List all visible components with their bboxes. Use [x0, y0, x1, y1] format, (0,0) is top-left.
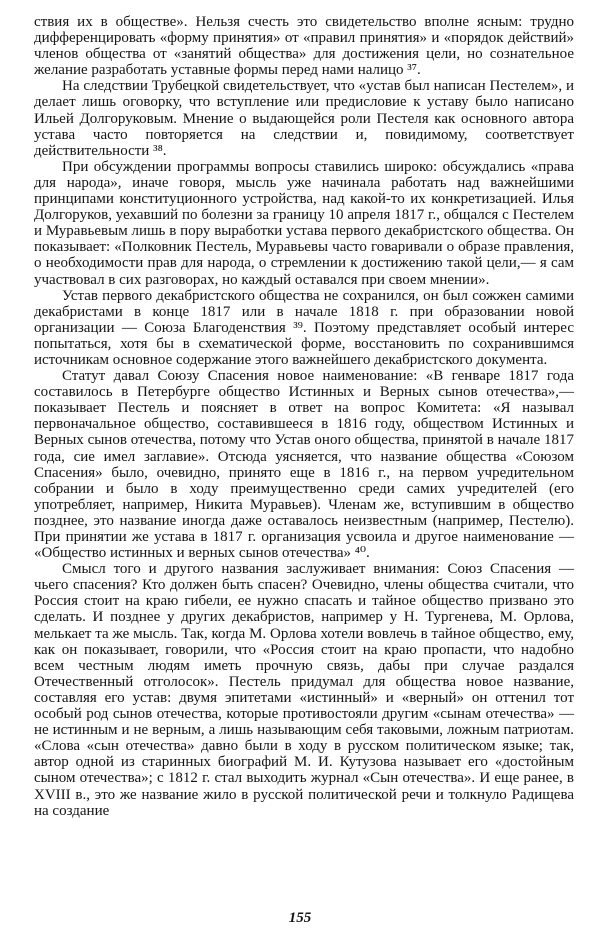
paragraph-3: При обсуждении программы вопросы ставились широко: обсуждались «права для народа», иначе говоря, мысль уже начинала работать над важнейшими принципами конституционного устройства, над какой-то их конкретизацией. Илья Долгоруков, уехавший по болезни за границу 10 апреля 1817 г., общался с Пестелем и Муравьевым лишь в пору выработки устава первого декабристского общества. Он показывает: «Полковник Пестель, Муравьевы часто говаривали о образе правления, о необходимости прав для народа, о стремлении к достижению такой цели,— я сам участвовал в сих разговорах, но каждый оставался при своем мнении». — [34, 158, 574, 288]
page-body — [34, 14, 574, 819]
page-number: 155 — [288, 910, 312, 926]
paragraph-1: ствия их в обществе». Нельзя счесть это свидетельство вполне ясным: трудно дифференцировать «форму принятия» от «правил принятия» и «порядок действий» членов общества от «занятий общества» для достижения цели, но сознательное желание разработать уставные формы перед нами налицо ³⁷. — [34, 14, 574, 79]
paragraph-2: На следствии Трубецкой свидетельствует, что «устав был написан Пестелем», и делает лишь оговорку, что вступление или предисловие к уставу было написано Ильей Долгоруковым. Мнение о выдающейся роли Пестеля как основного автора устава часто повторяется на следствии и, повидимому, соответствует действительности ³⁸. — [34, 78, 574, 159]
paragraph-6: Смысл того и другого названия заслуживает внимания: Союз Спасения — чьего спасения? Кто должен быть спасен? Очевидно, члены общества считали, что Россия стоит на краю гибели, ее нужно спасать и тайное общество призвано это сделать. И позднее у других декабристов, например у Н. Тургенева, М. Орлова, мелькает та же мысль. Так, когда М. Орлова хотели вовлечь в тайное общество, ему, как он показывает, говорили, что «Россия стоит на краю пропасти, что надобно всем честным людям иметь прочную связь, дабы при случае раздался Отечественный отголосок». Пестель придумал для общества новое название, составляя его устав: двумя эпитетами «истинный» и «верный» он оттенил тот особый род сынов отечества, которые противостояли другим «сынам отечества» — не истинным и не верным, а лишь называющим себя таковыми, ложным патриотам. «Слова «сын отечества» давно были в ходу в русском политическом языке; так, автор одной из старинных биографий М. И. Кутузова называет его «достойным сыном отечества»; с 1812 г. стал выходить журнал «Сын отечества». И еще ранее, в XVIII в., это же название жило в русской политической речи и толкнуло Радищева на создание — [34, 561, 574, 819]
paragraph-5: Статут давал Союзу Спасения новое наименование: «В генваре 1817 года составилось в Петербурге общество Истинных и Верных сынов отечества»,— показывает Пестель и поясняет в ответ на вопрос Комитета: «Я называл первоначальное общество, составившееся в 1816 году, обществом Истинных и Верных сынов отечества, потому что Устав оного общества, принятой в начале 1817 года, сие имел заглавие». Отсюда уясняется, что название общества «Союзом Спасения» было, очевидно, принято еще в 1816 г., на первом учредительном собрании и было в ходу преимущественно среди самих учредителей (его употребляет, например, Никита Муравьев). Членам же, вступившим в общество позднее, это название иногда даже оставалось неизвестным (например, Пестелю). При принятии же устава в 1817 г. организация усвоила и другое наименование — «Общество истинных и верных сынов отечества» ⁴⁰. — [34, 368, 574, 562]
paragraph-4: Устав первого декабристского общества не сохранился, он был сожжен самими декабристами в конце 1817 или в начале 1818 г. при образовании новой организации — Союза Благоденствия ³⁹. Поэтому представляет особый интерес попытаться, хотя бы в схематической форме, восстановить по сохранившимся источникам основное содержание этого важнейшего декабристского документа. — [34, 287, 574, 368]
